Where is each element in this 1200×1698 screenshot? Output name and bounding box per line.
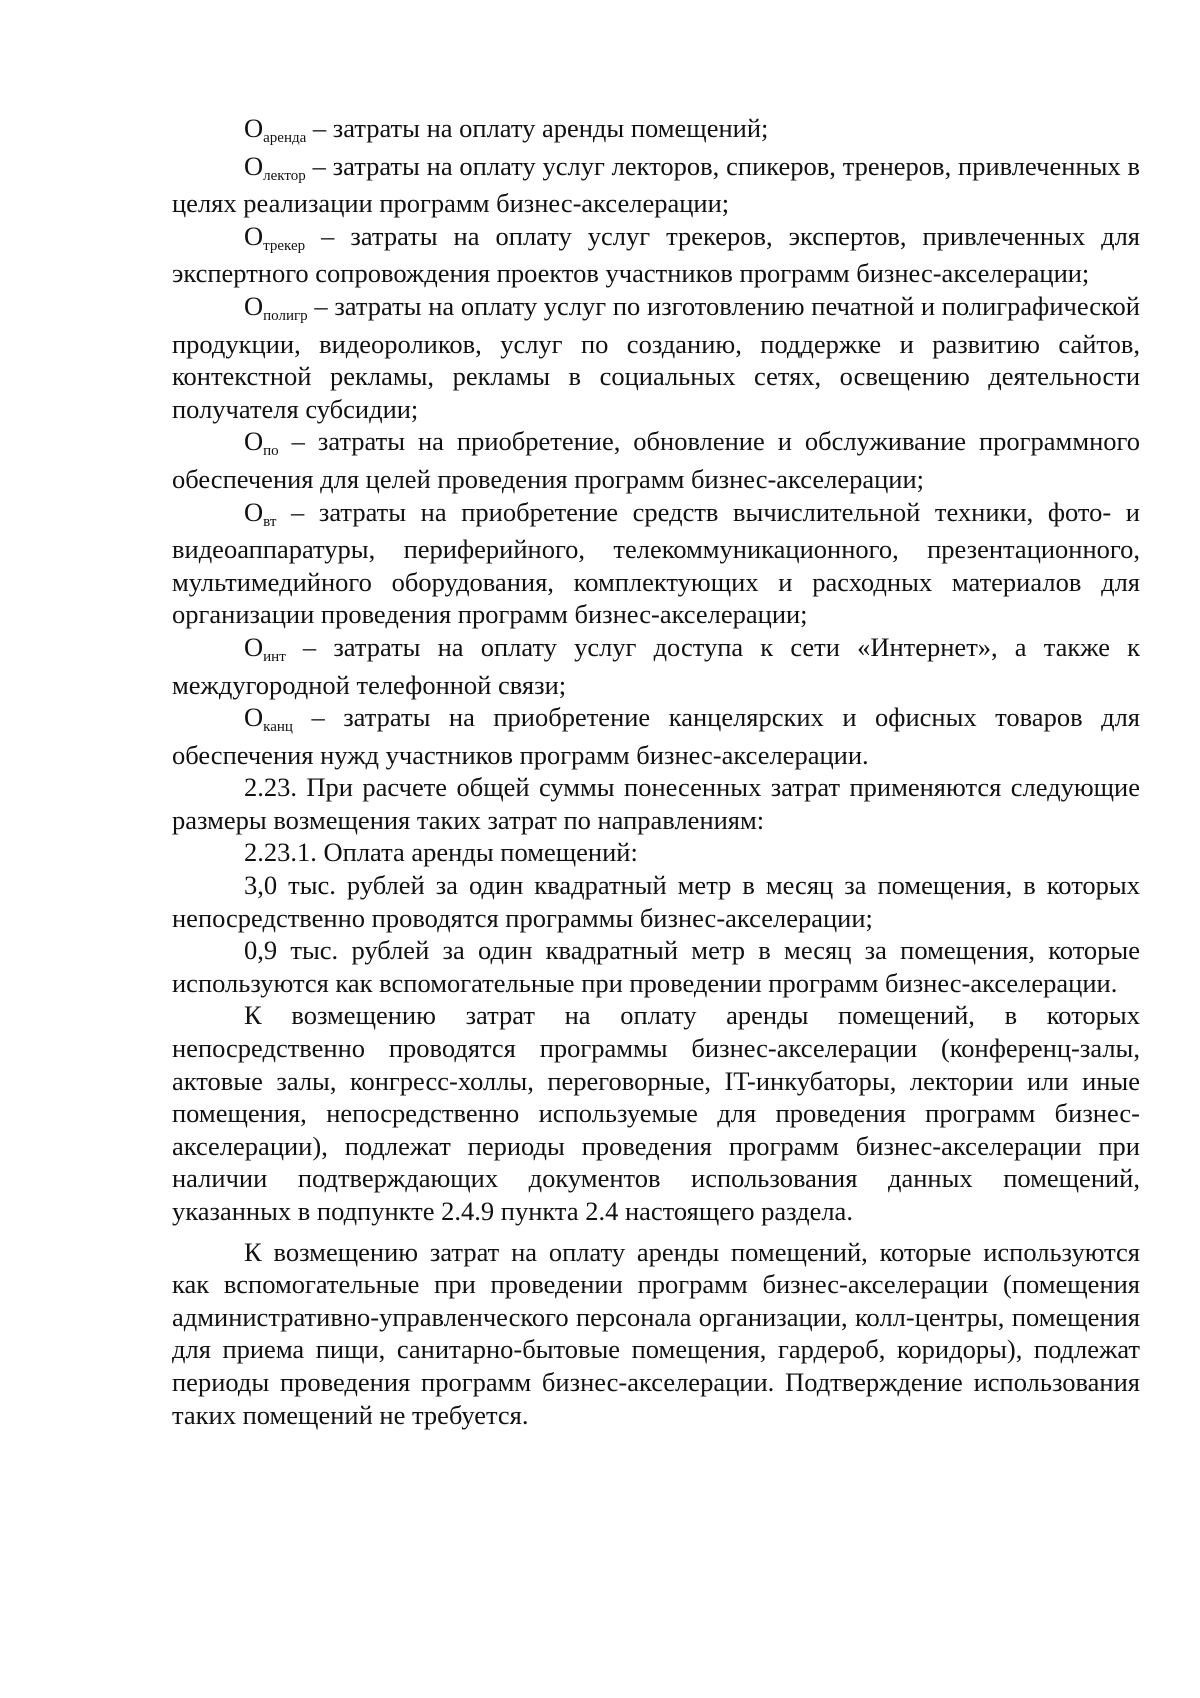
paragraph-spacer bbox=[172, 1228, 1140, 1236]
document-body bbox=[172, 112, 1140, 1431]
term-int bbox=[172, 631, 1140, 701]
term-definition: – затраты на оплату услуг доступа к сети «Интернет», а также к междугородной телефонной связи; bbox=[172, 631, 1140, 700]
term-poligr bbox=[172, 290, 1140, 425]
paragraph-rate-main: 3,0 тыс. рублей за один квадратный метр в месяц за помещения, в которых непосредственно проводятся программы бизнес-акселерации; bbox=[172, 870, 1140, 933]
term-symbol bbox=[244, 150, 306, 184]
term-subscript: вт bbox=[263, 513, 277, 530]
term-treker bbox=[172, 220, 1140, 290]
term-symbol bbox=[244, 220, 306, 254]
paragraph-rate-auxiliary: 0,9 тыс. рублей за один квадратный метр в месяц за помещения, которые используются как вспомогательные при проведении программ бизнес-акселерации. bbox=[172, 935, 1140, 998]
term-symbol-letter: О bbox=[244, 290, 264, 321]
term-po bbox=[172, 425, 1140, 495]
term-kanc bbox=[172, 701, 1140, 771]
term-symbol-letter: О bbox=[244, 426, 264, 457]
term-arenda bbox=[172, 112, 1140, 150]
term-subscript: аренда bbox=[263, 130, 307, 146]
term-subscript: трекер bbox=[263, 237, 306, 254]
paragraph-2-23-1: 2.23.1. Оплата аренды помещений: bbox=[244, 837, 638, 868]
term-symbol-letter: О bbox=[244, 631, 264, 662]
term-symbol bbox=[244, 290, 308, 324]
paragraph-auxiliary-premises: К возмещению затрат на оплату аренды помещений, которые используются как вспомогательные при проведении программ бизнес-акселерации (помещения административно-управленческого персонала организации, колл-центры, помещения для приема пищи, санитарно-бытовые помещения, гардероб, коридоры), подлежат периоды проведения программ бизнес-акселерации. Подтверждение использования таких помещений не требуется. bbox=[172, 1236, 1140, 1430]
term-definition: – затраты на оплату услуг трекеров, экспертов, привлеченных для экспертного сопровождения проектов участников программ бизнес-акселерации; bbox=[172, 220, 1140, 289]
term-definition: – затраты на оплату услуг лекторов, спикеров, тренеров, привлеченных в целях реализации программ бизнес-акселерации; bbox=[172, 150, 1140, 219]
term-definition: – затраты на приобретение канцелярских и офисных товаров для обеспечения нужд участников программ бизнес-акселерации. bbox=[172, 702, 1140, 770]
term-definition: – затраты на приобретение, обновление и обслуживание программного обеспечения для целей проведения программ бизнес-акселерации; bbox=[172, 426, 1140, 494]
term-symbol bbox=[244, 702, 293, 736]
paragraph-main-premises: К возмещению затрат на оплату аренды помещений, в которых непосредственно проводятся программы бизнес-акселерации (конференц-залы, актовые залы, конгресс-холлы, переговорные, IT-инкубаторы, лектории или иные помещения, непосредственно используемые для проведения программ бизнес-акселерации), подлежат периоды проведения программ бизнес-акселерации при наличии подтверждающих документов использования данных помещений, указанных в подпункте 2.4.9 пункта 2.4 настоящего раздела. bbox=[172, 1000, 1140, 1226]
term-subscript: инт bbox=[263, 648, 286, 665]
term-subscript: по bbox=[263, 443, 279, 460]
term-symbol bbox=[244, 113, 307, 146]
term-symbol bbox=[244, 426, 279, 460]
term-symbol-letter: О bbox=[244, 150, 264, 181]
term-definition: – затраты на приобретение средств вычислительной техники, фото- и видеоаппаратуры, периферийного, телекоммуникационного, презентационного, мультимедийного оборудования, комплектующих и расходных материалов для организации проведения программ бизнес-акселерации; bbox=[172, 496, 1140, 630]
term-lektor bbox=[172, 150, 1140, 220]
term-vt bbox=[172, 496, 1140, 631]
term-symbol-letter: О bbox=[244, 113, 264, 143]
term-symbol bbox=[244, 496, 277, 530]
term-symbol-letter: О bbox=[244, 702, 264, 733]
term-subscript: канц bbox=[263, 719, 293, 736]
paragraph-2-23: 2.23. При расчете общей суммы понесенных затрат применяются следующие размеры возмещения таких затрат по направлениям: bbox=[172, 772, 1140, 835]
term-symbol-letter: О bbox=[244, 496, 264, 527]
term-subscript: лектор bbox=[263, 167, 306, 184]
term-subscript: полигр bbox=[263, 307, 308, 324]
term-definition: – затраты на оплату услуг по изготовлению печатной и полиграфической продукции, видеороликов, услуг по созданию, поддержке и развитию сайтов, контекстной рекламы, рекламы в социальных сетях, освещению деятельности получателя субсидии; bbox=[172, 290, 1140, 424]
term-symbol bbox=[244, 631, 286, 665]
term-symbol-letter: О bbox=[244, 220, 264, 251]
term-definition: – затраты на оплату аренды помещений; bbox=[306, 113, 769, 143]
